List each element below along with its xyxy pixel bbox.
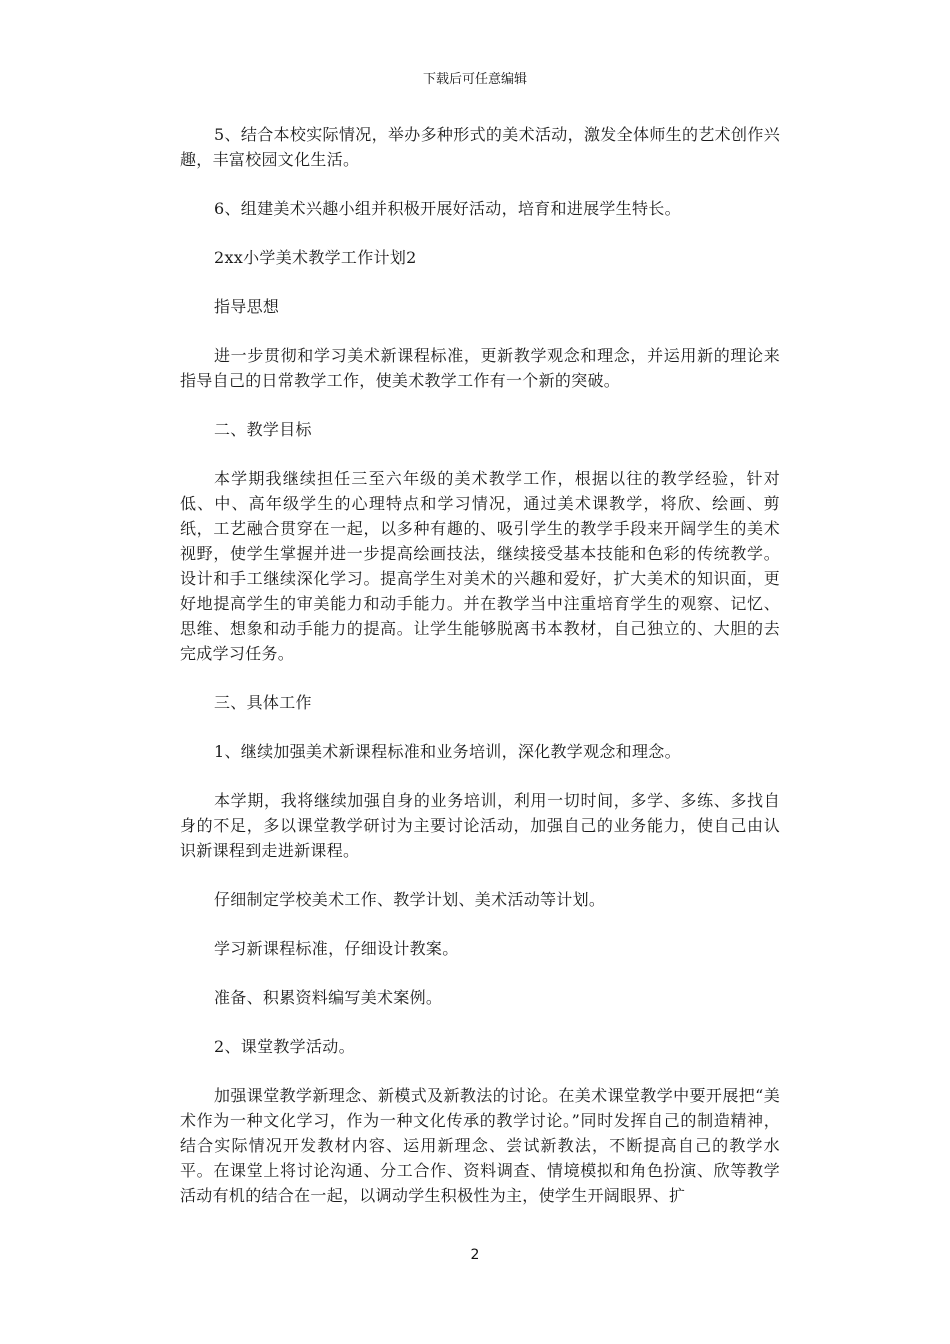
section-title: 2xx小学美术教学工作计划2: [214, 248, 417, 267]
list-item: 1、继续加强美术新课程标准和业务培训，深化教学观念和理念。: [214, 742, 681, 761]
list-item: 准备、积累资料编写美术案例。: [214, 988, 443, 1007]
paragraph: 6、组建美术兴趣小组并积极开展好活动，培育和进展学生特长。: [214, 199, 681, 218]
section-heading: 二、教学目标: [214, 420, 312, 439]
paragraph: 进一步贯彻和学习美术新课程标准，更新教学观念和理念，并运用新的理论来指导自己的日常教学工作，使美术教学工作有一个新的突破。: [180, 346, 780, 390]
paragraph: 本学期，我将继续加强自身的业务培训，利用一切时间，多学、多练、多找自身的不足，多以课堂教学研讨为主要讨论活动，加强自己的业务能力，使自己由认识新课程到走进新课程。: [180, 791, 780, 860]
document-body: [180, 122, 780, 1232]
list-item: 学习新课程标准，仔细设计教案。: [214, 939, 459, 958]
page-number: 2: [470, 1247, 480, 1263]
paragraph: 5、结合本校实际情况，举办多种形式的美术活动，激发全体师生的艺术创作兴趣，丰富校园文化生活。: [180, 125, 780, 169]
paragraph: 加强课堂教学新理念、新模式及新教法的讨论。在美术课堂教学中要开展把“美术作为一种文化学习，作为一种文化传承的教学讨论。”同时发挥自己的制造精神，结合实际情况开发教材内容、运用新理念、尝试新教法，不断提高自己的教学水平。在课堂上将讨论沟通、分工合作、资料调查、情境模拟和角色扮演、欣等教学活动有机的结合在一起，以调动学生积极性为主，使学生开阔眼界、扩: [180, 1086, 780, 1205]
page-header: 下载后可任意编辑: [422, 72, 527, 87]
paragraph: 本学期我继续担任三至六年级的美术教学工作，根据以往的教学经验，针对低、中、高年级学生的心理特点和学习情况，通过美术课教学，将欣、绘画、剪纸，工艺融合贯穿在一起，以多种有趣的、吸引学生的教学手段来开阔学生的美术视野，使学生掌握并进一步提高绘画技法，继续接受基本技能和色彩的传统教学。设计和手工继续深化学习。提高学生对美术的兴趣和爱好，扩大美术的知识面，更好地提高学生的审美能力和动手能力。并在教学当中注重培育学生的观察、记忆、思维、想象和动手能力的提高。让学生能够脱离书本教材，自己独立的、大胆的去完成学习任务。: [180, 469, 780, 663]
list-item: 仔细制定学校美术工作、教学计划、美术活动等计划。: [214, 890, 606, 909]
section-heading: 指导思想: [214, 297, 280, 316]
list-item: 2、课堂教学活动。: [214, 1037, 355, 1056]
section-heading: 三、具体工作: [214, 693, 312, 712]
